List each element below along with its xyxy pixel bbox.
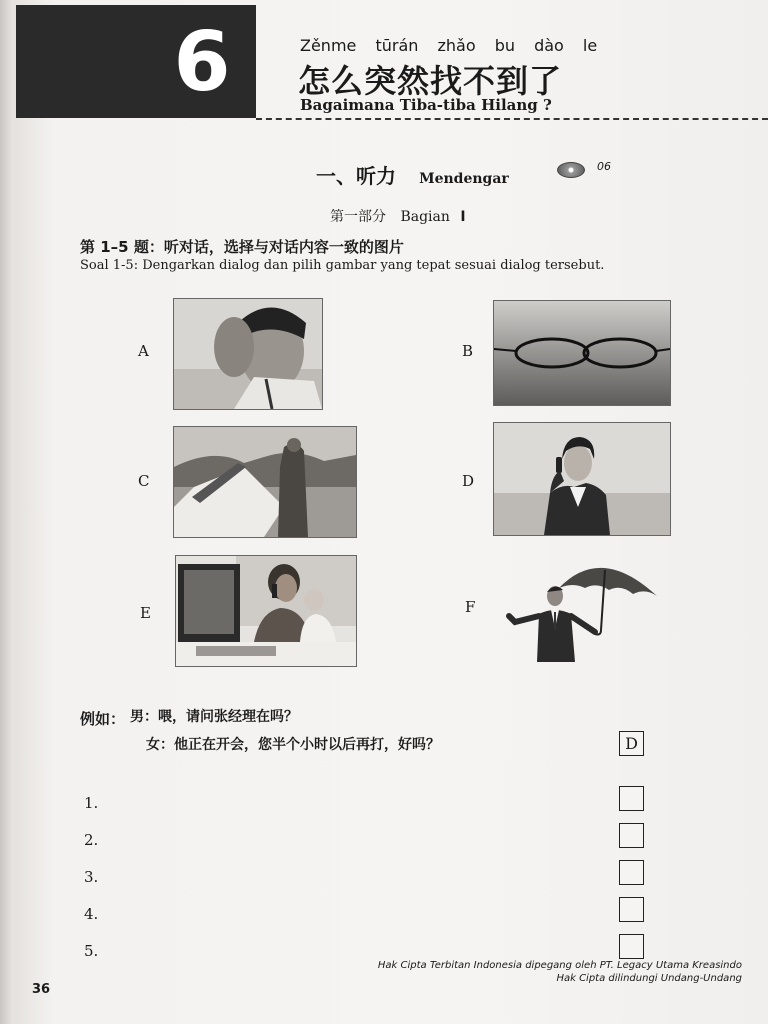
photo-eyeglasses: [493, 300, 671, 406]
page-number: 36: [32, 982, 51, 997]
answer-box-4[interactable]: [619, 897, 644, 922]
copyright-line-2: Hak Cipta dilindungi Undang-Undang: [556, 973, 742, 984]
header-divider: [256, 118, 768, 120]
part-number: I: [460, 209, 466, 225]
part-title-indonesian: Bagian: [400, 209, 450, 225]
option-label-a: A: [138, 342, 149, 360]
instructions-chinese: 第 1–5 题：听对话，选择与对话内容一致的图片: [80, 238, 404, 256]
option-label-b: B: [462, 342, 474, 360]
chapter-pinyin: Zěnme tūrán zhǎo bu dào le: [300, 36, 598, 55]
answer-box-5[interactable]: [619, 934, 644, 959]
option-label-c: C: [138, 472, 150, 490]
question-number-5: 5.: [84, 942, 99, 960]
cd-icon: [557, 162, 585, 178]
example-dialog-female: 女：他正在开会，您半个小时以后再打，好吗？: [146, 737, 440, 753]
answer-box-3[interactable]: [619, 860, 644, 885]
example-dialog-male: 男：喂，请问张经理在吗？: [130, 709, 298, 725]
photo-man-with-umbrella: [505, 558, 665, 666]
option-label-f: F: [465, 598, 476, 616]
copyright-line-1: Hak Cipta Terbitan Indonesia dipegang oleh PT. Legacy Utama Kreasindo: [377, 960, 742, 971]
audio-track-number: 06: [597, 160, 611, 173]
option-label-d: D: [462, 472, 475, 490]
chapter-number: 6: [170, 22, 232, 104]
page-binding-edge: [0, 0, 14, 1024]
chapter-title-indonesian: Bagaimana Tiba-tiba Hilang ?: [300, 96, 552, 114]
section-title-indonesian: Mendengar: [419, 171, 509, 187]
photo-man-listening: [173, 298, 323, 410]
question-number-3: 3.: [84, 868, 99, 886]
example-answer-box: D: [619, 731, 644, 756]
copyright-notice: [378, 959, 742, 985]
section-title-chinese: 一、听力: [316, 164, 396, 188]
answer-box-1[interactable]: [619, 786, 644, 811]
photo-woman-on-phone: [493, 422, 671, 536]
question-number-2: 2.: [84, 831, 99, 849]
section-heading: [316, 160, 509, 189]
part-title-chinese: 第一部分: [330, 209, 386, 225]
option-label-e: E: [140, 604, 151, 622]
chapter-title-chinese: 怎么突然找不到了: [298, 62, 563, 100]
part-heading: [330, 206, 466, 226]
photo-woman-child-computer: [175, 555, 357, 667]
photo-broken-car: [173, 426, 357, 538]
instructions-indonesian: Soal 1-5: Dengarkan dialog dan pilih gambar yang tepat sesuai dialog tersebut.: [80, 258, 605, 273]
example-label: 例如：: [80, 710, 126, 728]
question-number-1: 1.: [84, 794, 99, 812]
answer-box-2[interactable]: [619, 823, 644, 848]
question-number-4: 4.: [84, 905, 99, 923]
